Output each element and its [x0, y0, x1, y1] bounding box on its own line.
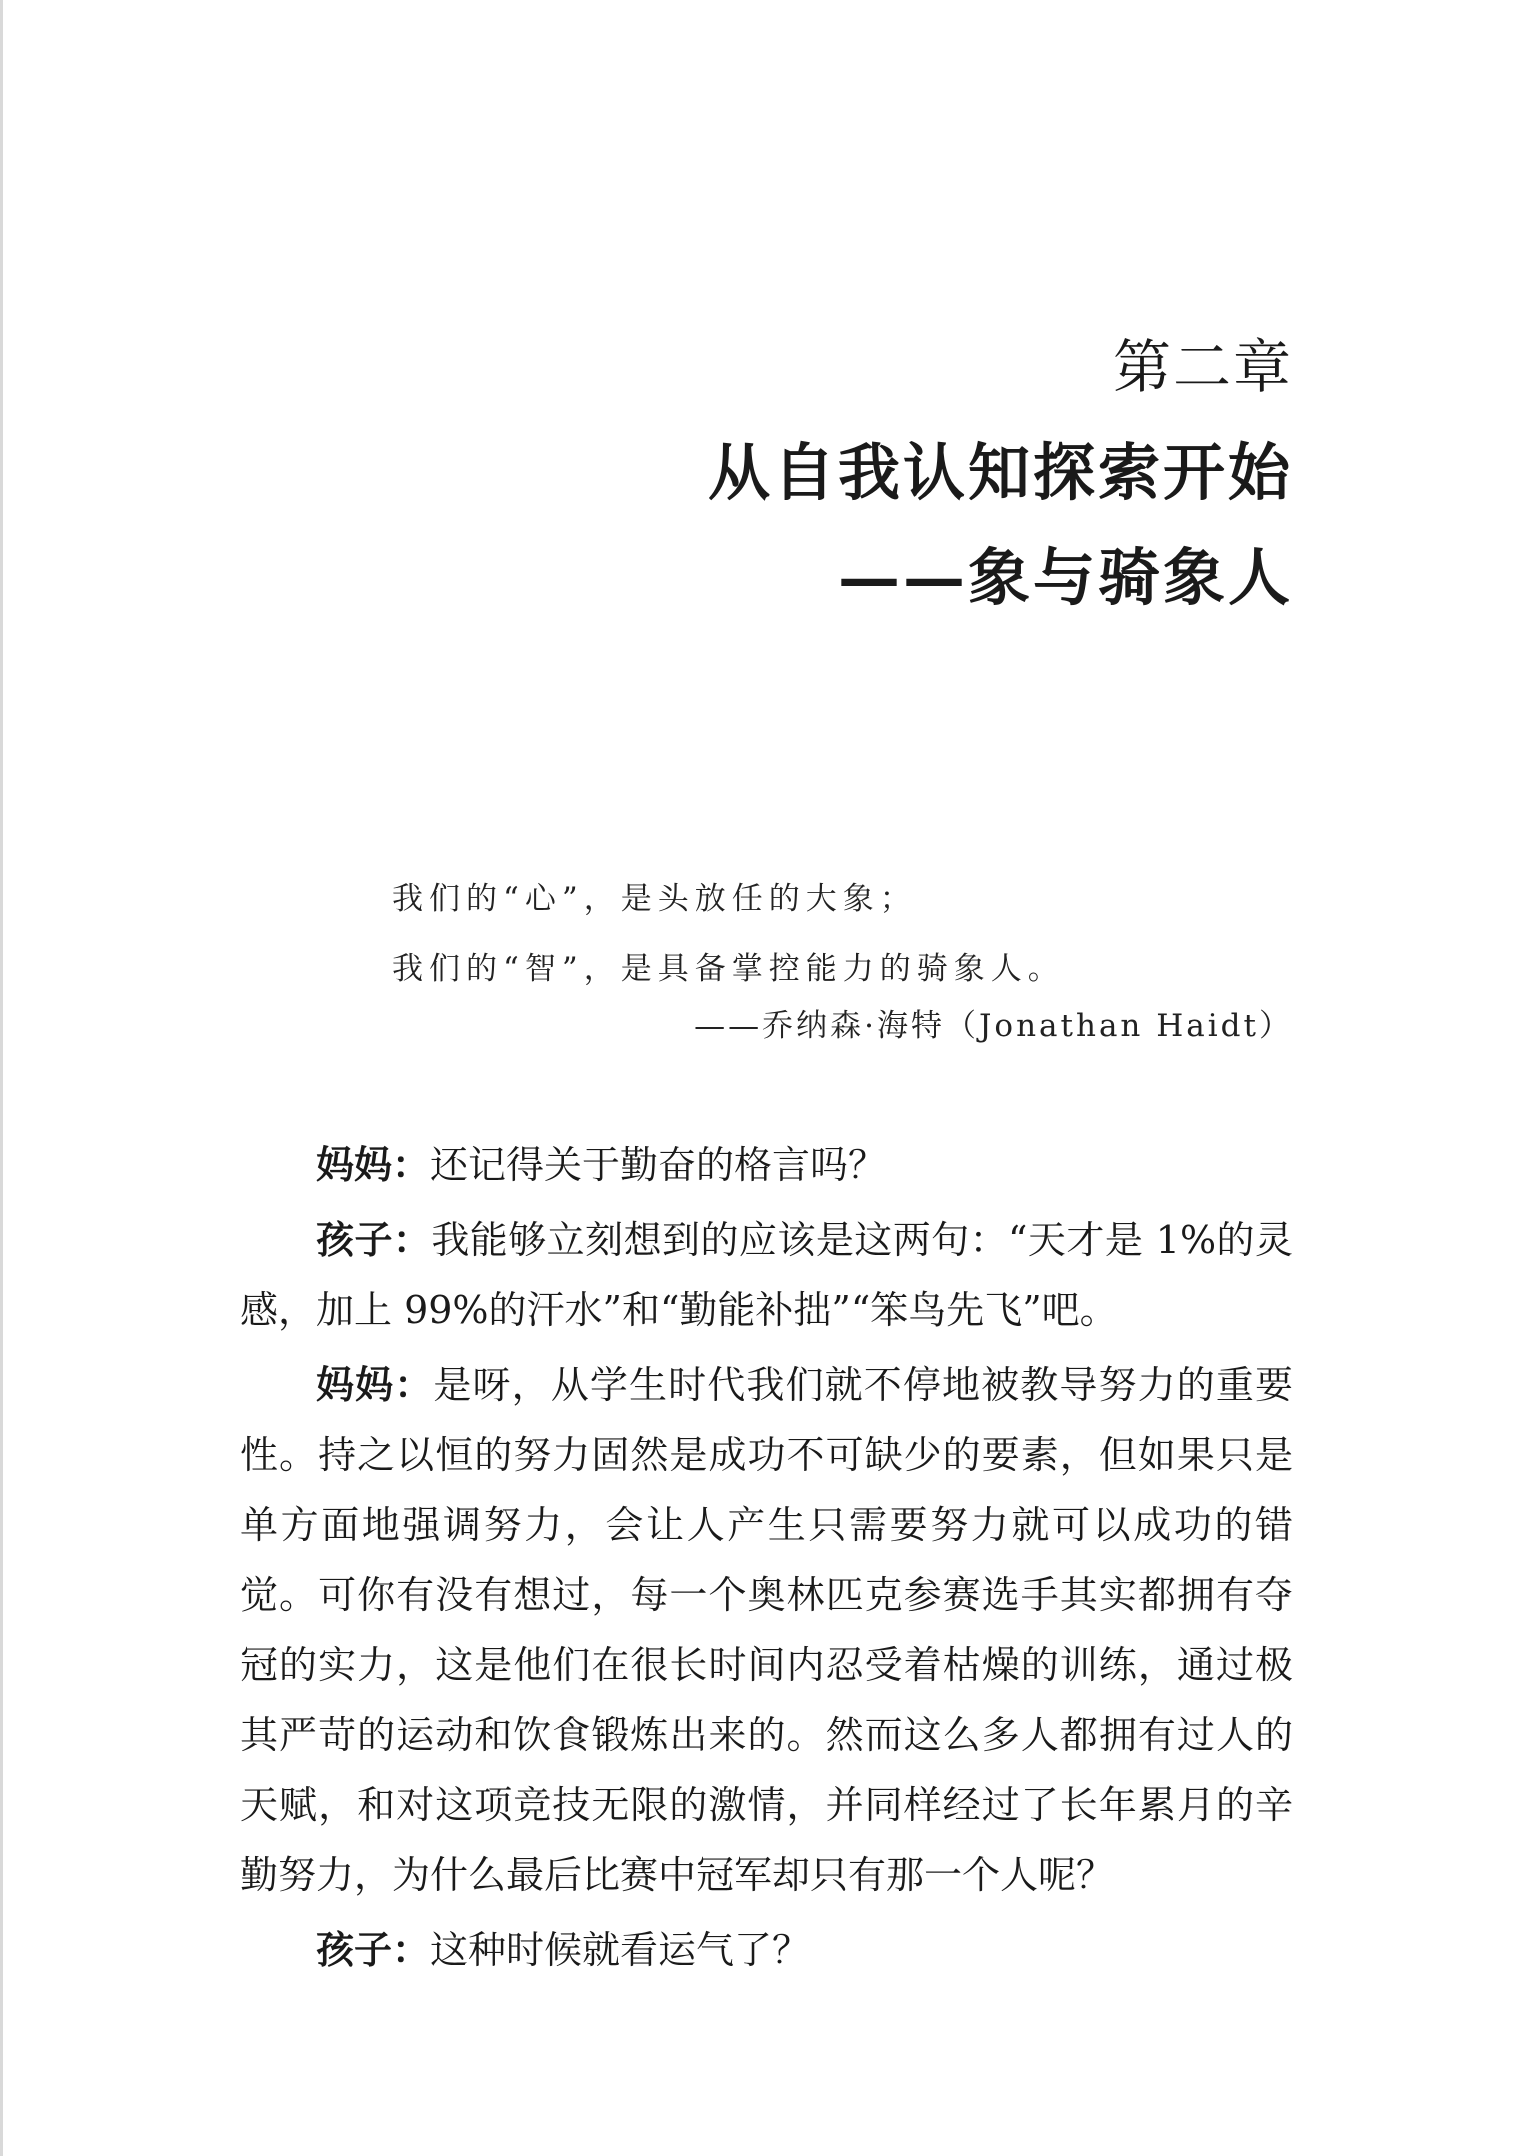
speaker-label: 妈妈：: [316, 1363, 434, 1407]
dialogue-paragraph: [240, 1130, 1293, 1200]
dialogue-paragraph: [240, 1915, 1293, 1985]
chapter-title: [708, 420, 1293, 630]
epigraph: [392, 864, 1065, 1004]
epigraph-attribution: ——乔纳森·海特（Jonathan Haidt）: [694, 1008, 1293, 1044]
dialogue-text: 我能够立刻想到的应该是这两句：“天才是 1%的灵感，加上 99%的汗水”和“勤能补拙”“笨鸟先飞”吧。: [240, 1218, 1293, 1332]
epigraph-line-2: 我们的“智”，是具备掌控能力的骑象人。: [392, 951, 1065, 987]
epigraph-line-1: 我们的“心”，是头放任的大象；: [392, 881, 917, 917]
chapter-title-line-1: 从自我认知探索开始: [707, 436, 1293, 509]
speaker-label: 孩子：: [316, 1218, 432, 1262]
chapter-number: 第二章: [1112, 333, 1293, 401]
page-edge: [0, 0, 3, 2156]
chapter-title-line-2: ——象与骑象人: [837, 541, 1293, 614]
speaker-label: 孩子：: [316, 1928, 431, 1972]
dialogue: [240, 1130, 1293, 1990]
dialogue-text: 是呀，从学生时代我们就不停地被教导努力的重要性。持之以恒的努力固然是成功不可缺少的要素，但如果只是单方面地强调努力，会让人产生只需要努力就可以成功的错觉。可你有没有想过，每一个奥林匹克参赛选手其实都拥有夺冠的实力，这是他们在很长时间内忍受着枯燥的训练，通过极其严苛的运动和饮食锻炼出来的。然而这么多人都拥有过人的天赋，和对这项竞技无限的激情，并同样经过了长年累月的辛勤努力，为什么最后比赛中冠军却只有那一个人呢？: [240, 1363, 1293, 1897]
dialogue-paragraph: [240, 1205, 1293, 1345]
speaker-label: 妈妈：: [316, 1143, 431, 1187]
dialogue-paragraph: [240, 1350, 1293, 1910]
dialogue-text: 还记得关于勤奋的格言吗？: [430, 1143, 887, 1187]
dialogue-text: 这种时候就看运气了？: [430, 1928, 811, 1972]
